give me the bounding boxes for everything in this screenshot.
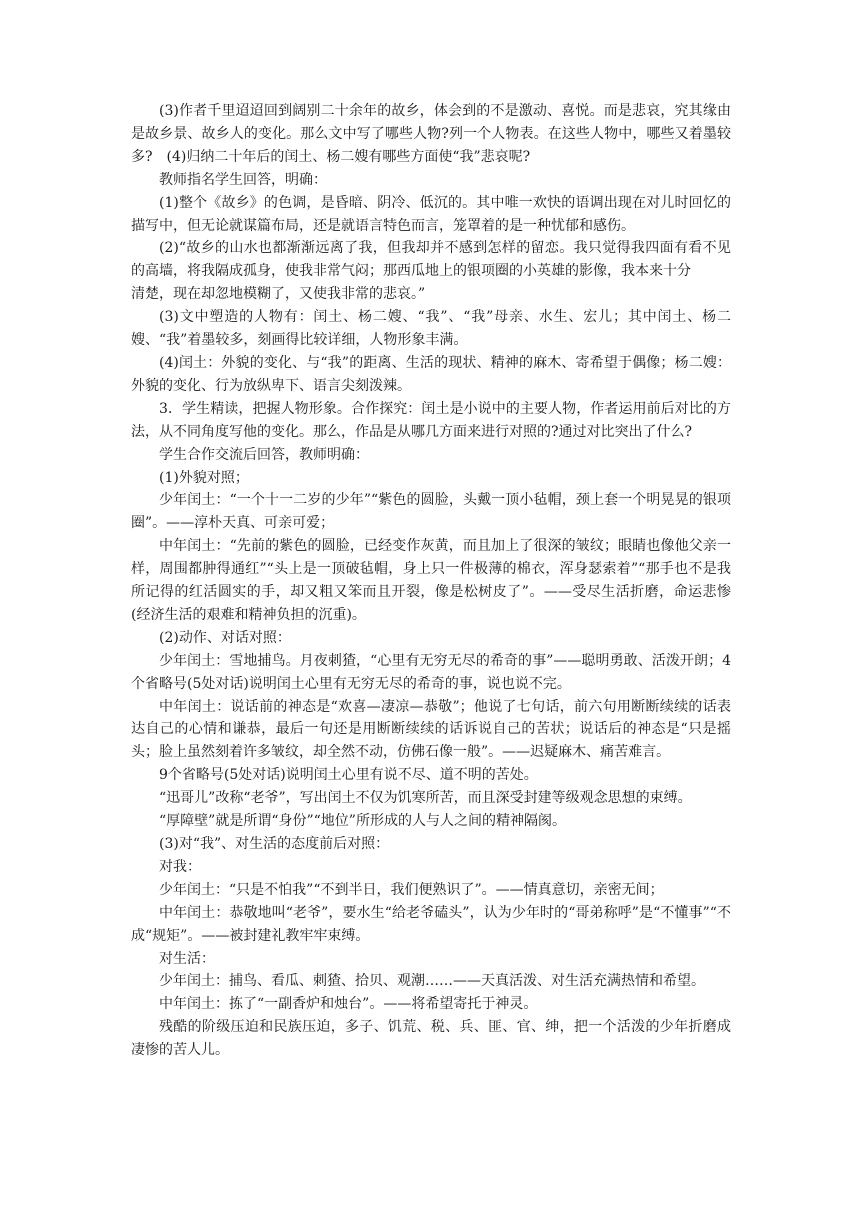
paragraph: (3)作者千里迢迢回到阔别二十余年的故乡，体会到的不是激动、喜悦。而是悲哀，究其缘由是故乡景、故乡人的变化。那么文中写了哪些人物?列一个人物表。在这些人物中，哪些又着墨较多? (4)归纳二十年后的闰土、杨二嫂有哪些方面使“我”悲哀呢? bbox=[131, 103, 731, 165]
paragraph: (1)外貌对照； bbox=[159, 469, 249, 486]
paragraph: 残酷的阶级压迫和民族压迫，多子、饥荒、税、兵、匪、官、绅，把一个活泼的少年折磨成凄惨的苦人儿。 bbox=[131, 1019, 731, 1059]
paragraph: 少年闰土：捕鸟、看瓜、刺猹、拾贝、观潮……——天真活泼、对生活充满热情和希望。 bbox=[159, 973, 705, 990]
paragraph: 教师指名学生回答，明确： bbox=[159, 171, 327, 188]
paragraph: “迅哥儿”改称“老爷”，写出闰土不仅为饥寒所苦，而且深受封建等级观念思想的束缚。 bbox=[159, 790, 692, 807]
paragraph: 少年闰土：雪地捕鸟。月夜刺猹，“心里有无穷无尽的希奇的事”——聪明勇敢、活泼开朗；4个省略号(5处对话)说明闰土心里有无穷无尽的希奇的事，说也说不完。 bbox=[131, 652, 731, 692]
paragraph: 对生活： bbox=[159, 950, 215, 967]
document-body bbox=[131, 100, 731, 1062]
paragraph: 9个省略号(5处对话)说明闰土心里有说不尽、道不明的苦处。 bbox=[159, 767, 538, 784]
paragraph: 中年闰土：拣了“一副香炉和烛台”。——将希望寄托于神灵。 bbox=[159, 996, 538, 1013]
paragraph: 少年闰土：“一个十一二岁的少年”“紫色的圆脸，头戴一顶小毡帽，颈上套一个明晃晃的银项圈”。——淳朴天真、可亲可爱； bbox=[131, 492, 731, 532]
paragraph: (3)对“我”、对生活的态度前后对照： bbox=[159, 836, 390, 852]
paragraph: 3．学生精读，把握人物形象。合作探究：闰土是小说中的主要人物，作者运用前后对比的方法，从不同角度写他的变化。那么，作品是从哪几方面来进行对照的?通过对比突出了什么? bbox=[131, 400, 731, 440]
paragraph: “厚障壁”就是所谓“身份”“地位”所形成的人与人之间的精神隔阂。 bbox=[159, 813, 566, 830]
paragraph: (2)动作、对话对照： bbox=[159, 629, 291, 646]
paragraph: 中年闰土：“先前的紫色的圆脸，已经变作灰黄，而且加上了很深的皱纹；眼睛也像他父亲一样，周围都肿得通红”“头上是一顶破毡帽，身上只一件极薄的棉衣，浑身瑟索着”“那手也不是我所记得的红活圆实的手，却又粗又笨而且开裂，像是松树皮了”。——受尽生活折磨，命运悲惨(经济生活的艰难和精神负担的沉重)。 bbox=[131, 538, 731, 623]
paragraph: (1)整个《故乡》的色调，是昏暗、阴冷、低沉的。其中唯一欢快的语调出现在对儿时回忆的描写中，但无论就谋篇布局，还是就语言特色而言，笼罩着的是一种忧郁和感伤。 bbox=[131, 194, 731, 234]
paragraph: 中年闰土：说话前的神态是“欢喜—凄凉—恭敬”；他说了七句话，前六句用断断续续的话表达自己的心情和谦恭，最后一句还是用断断续续的话诉说自己的苦状；说话后的神态是“只是摇头；脸上虽然刻着许多皱纹，却全然不动，仿佛石像一般”。——迟疑麻木、痛苦难言。 bbox=[131, 698, 731, 761]
paragraph: (3)文中塑造的人物有：闰土、杨二嫂、“我”、“我”母亲、水生、宏儿；其中闰土、杨二嫂、“我”着墨较多，刻画得比较详细，人物形象丰满。 bbox=[131, 309, 731, 349]
paragraph: 中年闰土：恭敬地叫“老爷”，要水生“给老爷磕头”，认为少年时的“哥弟称呼”是“不懂事”“不成“规矩”。——被封建礼教牢牢束缚。 bbox=[131, 904, 731, 944]
paragraph: 少年闰土：“只是不怕我”“不到半日，我们便熟识了”。——情真意切，亲密无间； bbox=[159, 881, 664, 898]
paragraph: (2)“故乡的山水也都渐渐远离了我，但我却并不感到怎样的留恋。我只觉得我四面有看不见的高墙，将我隔成孤身，使我非常气闷；那西瓜地上的银项圈的小英雄的影像，我本来十分 bbox=[131, 240, 731, 280]
paragraph: (4)闰土：外貌的变化、与“我”的距离、生活的现状、精神的麻木、寄希望于偶像；杨二嫂：外貌的变化、行为放纵卑下、语言尖刻泼辣。 bbox=[131, 354, 731, 394]
paragraph: 清楚，现在却忽地模糊了，又使我非常的悲哀。” bbox=[131, 286, 426, 303]
paragraph: 对我： bbox=[159, 858, 201, 875]
paragraph: 学生合作交流后回答，教师明确： bbox=[159, 446, 369, 463]
